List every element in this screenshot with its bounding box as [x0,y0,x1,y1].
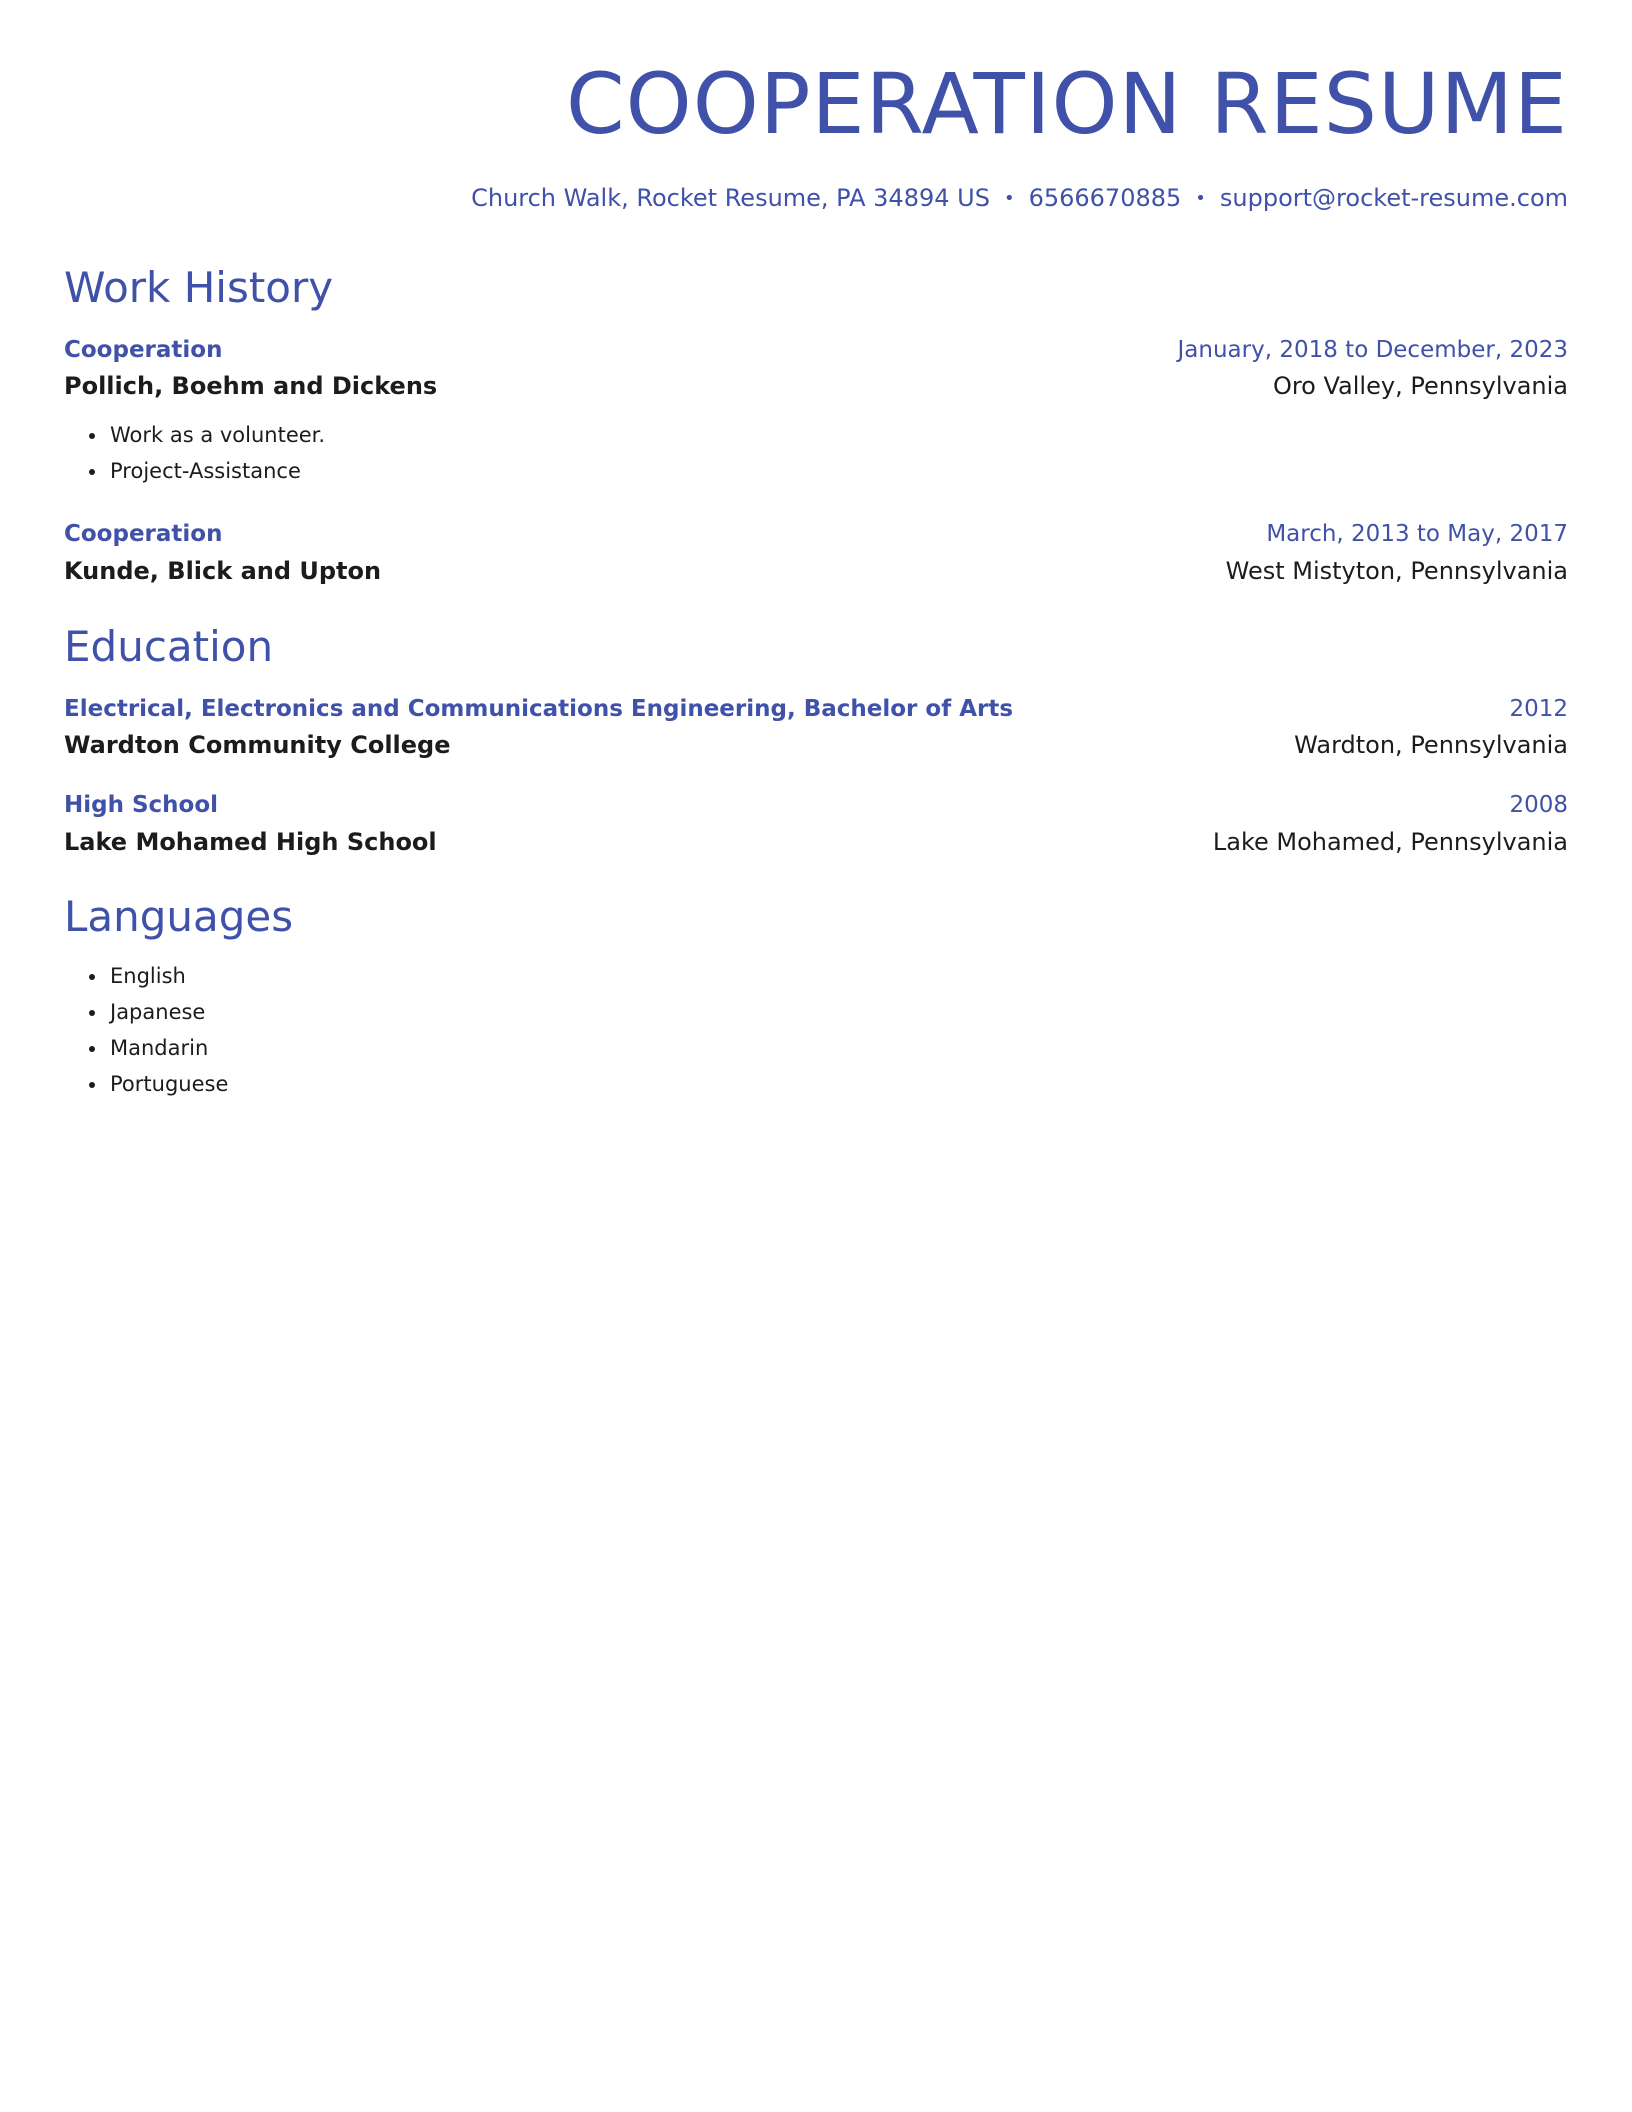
work-entry [64,521,1568,585]
degree-name: High School [64,791,219,818]
graduation-year: 2008 [1509,791,1568,818]
company-name: Kunde, Blick and Upton [64,556,382,585]
job-location: West Mistyton, Pennsylvania [1225,556,1568,585]
education-section [64,621,1568,857]
languages-list [64,958,1568,1102]
contact-address: Church Walk, Rocket Resume, PA 34894 US [471,184,990,212]
section-title-work-history: Work History [64,262,334,312]
contact-phone: 6566670885 [1028,184,1182,212]
school-name: Wardton Community College [64,731,451,760]
language-item: • Mandarin [108,1030,1568,1066]
education-entry [64,792,1568,856]
section-title-education: Education [64,621,274,671]
languages-section [64,892,1568,1102]
contact-separator: • [1003,188,1015,209]
resume-header [64,55,1568,213]
school-location: Lake Mohamed, Pennsylvania [1212,827,1568,856]
graduation-year: 2012 [1509,695,1568,722]
job-duty-item: • Work as a volunteer. [108,417,1568,453]
job-title: Cooperation [64,336,223,363]
language-item: • English [108,958,1568,994]
job-duties [64,417,1568,489]
job-dates: January, 2018 to December, 2023 [1177,336,1568,363]
contact-line [64,184,1568,213]
language-item: • Portuguese [108,1066,1568,1102]
language-item: • Japanese [108,994,1568,1030]
work-history-section [64,262,1568,586]
section-title-languages: Languages [64,892,294,942]
job-dates: March, 2013 to May, 2017 [1266,521,1568,548]
school-location: Wardton, Pennsylvania [1294,731,1568,760]
job-location: Oro Valley, Pennsylvania [1272,372,1568,401]
contact-email[interactable]: support@rocket-resume.com [1219,184,1568,212]
contact-separator: • [1195,188,1206,209]
job-duty-item: • Project-Assistance [108,453,1568,489]
company-name: Pollich, Boehm and Dickens [64,372,438,401]
work-entry [64,337,1568,489]
school-name: Lake Mohamed High School [64,827,437,856]
resume-page [64,0,1568,1102]
candidate-name: COOPERATION RESUME [565,55,1568,153]
job-title: Cooperation [64,521,223,548]
education-entry [64,696,1568,760]
degree-name: Electrical, Electronics and Communications Engineering, Bachelor of Arts [64,695,1014,722]
